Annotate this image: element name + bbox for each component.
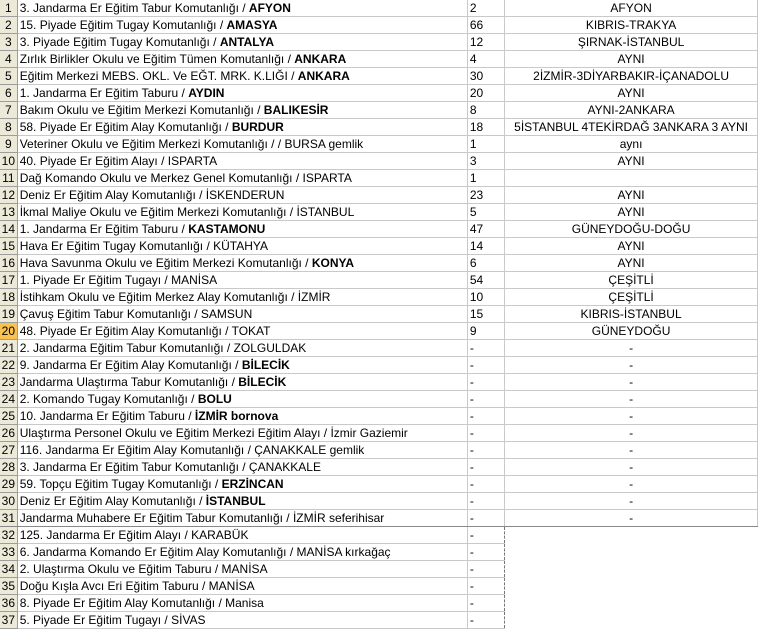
cell-count[interactable]: -	[467, 510, 504, 527]
cell-count[interactable]: 8	[467, 102, 504, 119]
cell-count[interactable]: 5	[467, 204, 504, 221]
table-row[interactable]	[0, 340, 758, 357]
table-row[interactable]	[0, 68, 758, 85]
row-header[interactable]: 8	[0, 119, 17, 136]
row-header[interactable]: 18	[0, 289, 17, 306]
cell-unit-name[interactable]	[17, 408, 467, 425]
row-header[interactable]: 6	[0, 85, 17, 102]
unit-city-bold: KONYA	[311, 256, 355, 270]
unit-name-text: 3. Jandarma Er Eğitim Tabur Komutanlığı /	[19, 1, 249, 15]
cell-unit-name[interactable]	[17, 0, 467, 17]
cell-destination[interactable]: -	[505, 459, 758, 476]
cell-unit-name[interactable]	[17, 170, 467, 187]
row-header[interactable]: 29	[0, 476, 17, 493]
cell-count[interactable]: 14	[467, 238, 504, 255]
unit-name-text: Veteriner Okulu ve Eğitim Merkezi Komutanlığı / / BURSA gemlik	[19, 137, 364, 151]
cell-destination[interactable]: -	[505, 476, 758, 493]
unit-name-text: 5. Piyade Er Eğitim Tugayı / SİVAS	[19, 613, 206, 627]
unit-name-text: 58. Piyade Er Eğitim Alay Komutanlığı /	[19, 120, 232, 134]
cell-unit-name[interactable]	[17, 204, 467, 221]
cell-count[interactable]: -	[467, 442, 504, 459]
cell-count[interactable]: -	[467, 493, 504, 510]
unit-city-bold: AFYON	[248, 1, 291, 15]
unit-city-bold: BURDUR	[231, 120, 284, 134]
cell-count[interactable]: 30	[467, 68, 504, 85]
cell-count[interactable]: -	[467, 476, 504, 493]
table-row[interactable]	[0, 408, 758, 425]
row-header[interactable]: 17	[0, 272, 17, 289]
unit-city-bold: BALIKESİR	[263, 103, 329, 117]
cell-count[interactable]: 6	[467, 255, 504, 272]
table-row[interactable]	[0, 17, 758, 34]
unit-name-text: 2. Jandarma Eğitim Tabur Komutanlığı / ZOLGULDAK	[19, 341, 307, 355]
row-header[interactable]: 11	[0, 170, 17, 187]
unit-city-bold: ANTALYA	[219, 35, 275, 49]
cell-unit-name[interactable]	[17, 119, 467, 136]
row-header[interactable]: 30	[0, 493, 17, 510]
table-row[interactable]	[0, 561, 758, 578]
cell-destination[interactable]: KIBRIS-İSTANBUL	[505, 306, 758, 323]
unit-name-text: 10. Jandarma Er Eğitim Taburu /	[19, 409, 195, 423]
table-row[interactable]	[0, 0, 758, 17]
unit-name-text: 1. Jandarma Er Eğitim Taburu /	[19, 222, 189, 236]
cell-count[interactable]: -	[467, 544, 504, 561]
row-header[interactable]: 23	[0, 374, 17, 391]
cell-unit-name[interactable]	[17, 51, 467, 68]
cell-count[interactable]: -	[467, 527, 504, 544]
row-header[interactable]: 9	[0, 136, 17, 153]
table-row[interactable]	[0, 306, 758, 323]
cell-count[interactable]: 18	[467, 119, 504, 136]
row-header[interactable]: 34	[0, 561, 17, 578]
unit-name-text: 1. Piyade Er Eğitim Tugayı / MANİSA	[19, 273, 218, 287]
cell-unit-name[interactable]	[17, 136, 467, 153]
cell-destination[interactable]: ÇEŞİTLİ	[505, 289, 758, 306]
unit-name-text: 2. Ulaştırma Okulu ve Eğitim Taburu / MANİSA	[19, 562, 268, 576]
table-row[interactable]	[0, 153, 758, 170]
cell-count[interactable]: -	[467, 459, 504, 476]
unit-name-text: 116. Jandarma Er Eğitim Alay Komutanlığı / ÇANAKKALE gemlik	[19, 443, 365, 457]
unit-city-bold: KASTAMONU	[188, 222, 266, 236]
cell-destination[interactable]	[505, 578, 758, 595]
cell-unit-name[interactable]	[17, 187, 467, 204]
unit-city-bold: ERZİNCAN	[221, 477, 284, 491]
table-row[interactable]	[0, 323, 758, 340]
unit-name-text: Doğu Kışla Avcı Eri Eğitim Taburu / MANİSA	[19, 579, 255, 593]
cell-unit-name[interactable]	[17, 578, 467, 595]
table-row[interactable]	[0, 136, 758, 153]
row-header[interactable]: 32	[0, 527, 17, 544]
cell-count[interactable]: -	[467, 578, 504, 595]
row-header[interactable]: 26	[0, 425, 17, 442]
cell-unit-name[interactable]	[17, 17, 467, 34]
cell-count[interactable]: -	[467, 561, 504, 578]
unit-name-text: Ulaştırma Personel Okulu ve Eğitim Merkezi Eğitim Alayı / İzmir Gaziemir	[19, 426, 408, 440]
unit-name-text: 40. Piyade Er Eğitim Alayı / ISPARTA	[19, 154, 218, 168]
cell-destination[interactable]: ÇEŞİTLİ	[505, 272, 758, 289]
unit-name-text: Hava Savunma Okulu ve Eğitim Merkezi Komutanlığı /	[19, 256, 312, 270]
row-header[interactable]: 27	[0, 442, 17, 459]
cell-count[interactable]: -	[467, 425, 504, 442]
cell-unit-name[interactable]	[17, 374, 467, 391]
cell-count[interactable]: 9	[467, 323, 504, 340]
cell-destination[interactable]	[505, 170, 758, 187]
cell-unit-name[interactable]	[17, 357, 467, 374]
row-header[interactable]: 12	[0, 187, 17, 204]
cell-unit-name[interactable]	[17, 34, 467, 51]
cell-destination[interactable]: aynı	[505, 136, 758, 153]
cell-destination[interactable]: AYNI-2ANKARA	[505, 102, 758, 119]
cell-destination[interactable]: AYNI	[505, 255, 758, 272]
cell-unit-name[interactable]	[17, 323, 467, 340]
cell-unit-name[interactable]	[17, 391, 467, 408]
unit-name-text: 3. Jandarma Er Eğitim Tabur Komutanlığı / ÇANAKKALE	[19, 460, 321, 474]
cell-count[interactable]: 66	[467, 17, 504, 34]
cell-count[interactable]: -	[467, 408, 504, 425]
cell-unit-name[interactable]	[17, 459, 467, 476]
unit-name-text: 1. Jandarma Er Eğitim Taburu /	[19, 86, 189, 100]
cell-count[interactable]: -	[467, 612, 504, 629]
unit-city-bold: İSTANBUL	[205, 494, 266, 508]
table-row[interactable]	[0, 170, 758, 187]
row-header[interactable]: 2	[0, 17, 17, 34]
table-row[interactable]	[0, 238, 758, 255]
cell-unit-name[interactable]	[17, 153, 467, 170]
cell-destination[interactable]: -	[505, 493, 758, 510]
cell-unit-name[interactable]	[17, 102, 467, 119]
cell-unit-name[interactable]	[17, 255, 467, 272]
cell-count[interactable]: -	[467, 340, 504, 357]
cell-destination[interactable]: GÜNEYDOĞU-DOĞU	[505, 221, 758, 238]
table-row[interactable]	[0, 459, 758, 476]
table-row[interactable]	[0, 374, 758, 391]
row-header[interactable]: 15	[0, 238, 17, 255]
cell-count[interactable]: 1	[467, 170, 504, 187]
cell-destination[interactable]	[505, 527, 758, 544]
cell-destination[interactable]: AFYON	[505, 0, 758, 17]
cell-count[interactable]: 23	[467, 187, 504, 204]
table-row[interactable]	[0, 442, 758, 459]
cell-unit-name[interactable]	[17, 612, 467, 629]
cell-unit-name[interactable]	[17, 289, 467, 306]
row-header[interactable]: 21	[0, 340, 17, 357]
unit-name-text: Dağ Komando Okulu ve Merkez Genel Komutanlığı / ISPARTA	[19, 171, 352, 185]
cell-destination[interactable]: ŞIRNAK-İSTANBUL	[505, 34, 758, 51]
unit-city-bold: ANKARA	[294, 52, 347, 66]
unit-name-text: 8. Piyade Er Eğitim Alay Komutanlığı / Manisa	[19, 596, 264, 610]
unit-name-text: Deniz Er Eğitim Alay Komutanlığı / İSKENDERUN	[19, 188, 285, 202]
unit-city-bold: İZMİR bornova	[194, 409, 279, 423]
unit-name-text: 59. Topçu Eğitim Tugay Komutanlığı /	[19, 477, 222, 491]
row-header[interactable]: 16	[0, 255, 17, 272]
unit-city-bold: BİLECİK	[238, 375, 287, 389]
row-header[interactable]: 35	[0, 578, 17, 595]
cell-count[interactable]: 54	[467, 272, 504, 289]
row-header[interactable]: 33	[0, 544, 17, 561]
cell-destination[interactable]: -	[505, 357, 758, 374]
cell-unit-name[interactable]	[17, 425, 467, 442]
table-row[interactable]	[0, 595, 758, 612]
cell-count[interactable]: -	[467, 357, 504, 374]
table-row[interactable]	[0, 425, 758, 442]
row-header[interactable]: 36	[0, 595, 17, 612]
cell-unit-name[interactable]	[17, 68, 467, 85]
cell-unit-name[interactable]	[17, 476, 467, 493]
row-header[interactable]: 3	[0, 34, 17, 51]
unit-name-text: Hava Er Eğitim Tugay Komutanlığı / KÜTAHYA	[19, 239, 269, 253]
table-row[interactable]	[0, 85, 758, 102]
table-row[interactable]	[0, 255, 758, 272]
unit-name-text: 3. Piyade Eğitim Tugay Komutanlığı /	[19, 35, 220, 49]
row-header[interactable]: 4	[0, 51, 17, 68]
table-row[interactable]	[0, 204, 758, 221]
row-header[interactable]: 22	[0, 357, 17, 374]
cell-destination[interactable]	[505, 544, 758, 561]
row-header[interactable]: 20	[0, 323, 17, 340]
cell-count[interactable]: 1	[467, 136, 504, 153]
table-row[interactable]	[0, 272, 758, 289]
cell-count[interactable]: 3	[467, 153, 504, 170]
cell-destination[interactable]: -	[505, 408, 758, 425]
cell-destination[interactable]: AYNI	[505, 238, 758, 255]
cell-destination[interactable]: 5İSTANBUL 4TEKİRDAĞ 3ANKARA 3 AYNI	[505, 119, 758, 136]
cell-destination[interactable]: AYNI	[505, 153, 758, 170]
cell-destination[interactable]	[505, 595, 758, 612]
cell-destination[interactable]	[505, 612, 758, 629]
row-header[interactable]: 37	[0, 612, 17, 629]
cell-unit-name[interactable]	[17, 340, 467, 357]
table-row[interactable]	[0, 493, 758, 510]
table-row[interactable]	[0, 612, 758, 629]
table-row[interactable]	[0, 527, 758, 544]
cell-count[interactable]: 4	[467, 51, 504, 68]
unit-name-text: Jandarma Ulaştırma Tabur Komutanlığı /	[19, 375, 239, 389]
table-row[interactable]	[0, 221, 758, 238]
unit-name-text: Çavuş Eğitim Tabur Komutanlığı / SAMSUN	[19, 307, 253, 321]
cell-count[interactable]: -	[467, 595, 504, 612]
row-header[interactable]: 28	[0, 459, 17, 476]
cell-count[interactable]: 2	[467, 0, 504, 17]
cell-destination[interactable]: AYNI	[505, 187, 758, 204]
cell-unit-name[interactable]	[17, 561, 467, 578]
cell-destination[interactable]	[505, 561, 758, 578]
unit-name-text: Bakım Okulu ve Eğitim Merkezi Komutanlığı /	[19, 103, 264, 117]
cell-unit-name[interactable]	[17, 527, 467, 544]
unit-name-text: 6. Jandarma Komando Er Eğitim Alay Komutanlığı / MANİSA kırkağaç	[19, 545, 391, 559]
cell-unit-name[interactable]	[17, 85, 467, 102]
unit-name-text: Zırlık Birlikler Okulu ve Eğitim Tümen Komutanlığı /	[19, 52, 295, 66]
unit-name-text: 48. Piyade Er Eğitim Alay Komutanlığı / TOKAT	[19, 324, 271, 338]
cell-destination[interactable]: AYNI	[505, 85, 758, 102]
row-header[interactable]: 24	[0, 391, 17, 408]
cell-destination[interactable]: -	[505, 510, 758, 527]
unit-name-text: Jandarma Muhabere Er Eğitim Tabur Komutanlığı / İZMİR seferihisar	[19, 511, 385, 525]
cell-unit-name[interactable]	[17, 595, 467, 612]
cell-unit-name[interactable]	[17, 493, 467, 510]
cell-unit-name[interactable]	[17, 306, 467, 323]
row-header[interactable]: 25	[0, 408, 17, 425]
cell-destination[interactable]: -	[505, 391, 758, 408]
cell-unit-name[interactable]	[17, 272, 467, 289]
unit-city-bold: ANKARA	[297, 69, 350, 83]
cell-count[interactable]: -	[467, 391, 504, 408]
table-row[interactable]	[0, 34, 758, 51]
unit-name-text: 15. Piyade Eğitim Tugay Komutanlığı /	[19, 18, 227, 32]
table-row[interactable]	[0, 187, 758, 204]
unit-city-bold: AMASYA	[226, 18, 278, 32]
table-row[interactable]	[0, 544, 758, 561]
cell-destination[interactable]: -	[505, 442, 758, 459]
row-header[interactable]: 19	[0, 306, 17, 323]
cell-destination[interactable]: -	[505, 374, 758, 391]
cell-count[interactable]: 47	[467, 221, 504, 238]
unit-name-text: İkmal Maliye Okulu ve Eğitim Merkezi Komutanlığı / İSTANBUL	[19, 205, 355, 219]
row-header[interactable]: 10	[0, 153, 17, 170]
cell-destination[interactable]: AYNI	[505, 51, 758, 68]
table-row[interactable]	[0, 510, 758, 527]
row-header[interactable]: 5	[0, 68, 17, 85]
cell-count[interactable]: 12	[467, 34, 504, 51]
cell-count[interactable]: -	[467, 374, 504, 391]
table-row[interactable]	[0, 102, 758, 119]
unit-name-text: 125. Jandarma Er Eğitim Alayı / KARABÜK	[19, 528, 249, 542]
unit-name-text: Eğitim Merkezi MEBS. OKL. Ve EĞT. MRK. K.LIĞI /	[19, 69, 298, 83]
unit-name-text: Deniz Er Eğitim Alay Komutanlığı /	[19, 494, 206, 508]
unit-name-text: 9. Jandarma Er Eğitim Alay Komutanlığı /	[19, 358, 242, 372]
table-row[interactable]	[0, 391, 758, 408]
row-header[interactable]: 1	[0, 0, 17, 17]
table-row[interactable]	[0, 289, 758, 306]
table-row[interactable]	[0, 578, 758, 595]
unit-name-text: 2. Komando Tugay Komutanlığı /	[19, 392, 198, 406]
row-header[interactable]: 7	[0, 102, 17, 119]
cell-count[interactable]: 10	[467, 289, 504, 306]
unit-city-bold: AYDIN	[188, 86, 225, 100]
row-header[interactable]: 31	[0, 510, 17, 527]
cell-destination[interactable]: GÜNEYDOĞU	[505, 323, 758, 340]
unit-city-bold: BOLU	[197, 392, 232, 406]
unit-city-bold: BİLECİK	[241, 358, 290, 372]
cell-destination[interactable]: -	[505, 340, 758, 357]
table-row[interactable]	[0, 357, 758, 374]
row-header[interactable]: 14	[0, 221, 17, 238]
unit-name-text: İstihkam Okulu ve Eğitim Merkez Alay Komutanlığı / İZMİR	[19, 290, 331, 304]
cell-unit-name[interactable]	[17, 221, 467, 238]
row-header[interactable]: 13	[0, 204, 17, 221]
cell-destination[interactable]: AYNI	[505, 204, 758, 221]
cell-unit-name[interactable]	[17, 544, 467, 561]
cell-count[interactable]: 20	[467, 85, 504, 102]
cell-destination[interactable]: KIBRIS-TRAKYA	[505, 17, 758, 34]
cell-unit-name[interactable]	[17, 442, 467, 459]
cell-unit-name[interactable]	[17, 238, 467, 255]
cell-destination[interactable]: -	[505, 425, 758, 442]
table-row[interactable]	[0, 476, 758, 493]
cell-count[interactable]: 15	[467, 306, 504, 323]
table-row[interactable]	[0, 119, 758, 136]
cell-unit-name[interactable]	[17, 510, 467, 527]
table-row[interactable]	[0, 51, 758, 68]
cell-destination[interactable]: 2İZMİR-3DİYARBAKIR-İÇANADOLU	[505, 68, 758, 85]
